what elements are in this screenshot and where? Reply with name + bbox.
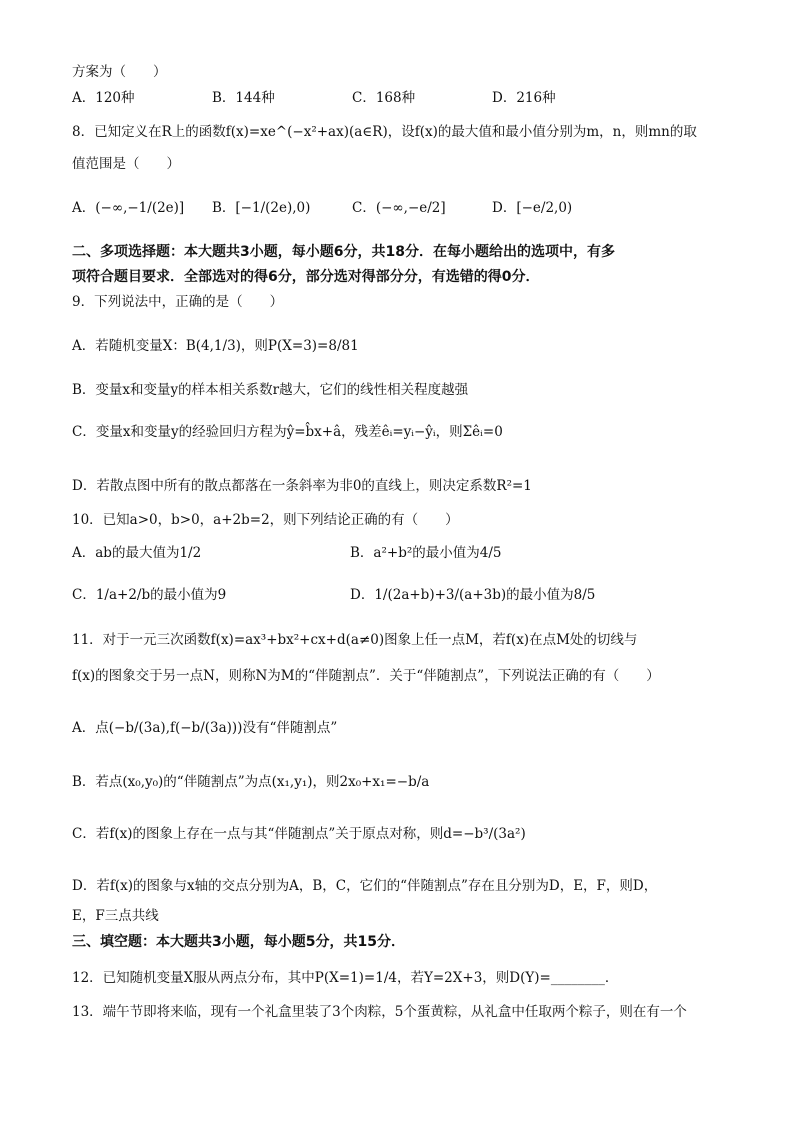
q11-line2: f(x)的图象交于另一点N，则称N为M的“伴随割点”．关于“伴随割点”，下列说法正确的有（ ） [72, 668, 660, 684]
q7-option-b: B．144种 [212, 90, 275, 106]
q9-option-c: C．变量x和变量y的经验回归方程为ŷ=b̂x+â，残差êᵢ=yᵢ−ŷᵢ，则Σêᵢ=0 [72, 424, 503, 440]
q8-option-b: B．[−1/(2e),0) [212, 200, 311, 216]
q9-option-d: D．若散点图中所有的散点都落在一条斜率为非0的直线上，则决定系数R²=1 [72, 478, 532, 494]
q11-option-b: B．若点(x₀,y₀)的“伴随割点”为点(x₁,y₁)，则2x₀+x₁=−b/a [72, 774, 430, 790]
q7-tail: 方案为（ ） [72, 64, 167, 80]
q10-option-d: D．1/(2a+b)+3/(a+3b)的最小值为8/5 [350, 587, 596, 603]
q12-text: 12．已知随机变量X服从两点分布，其中P(X=1)=1/4，若Y=2X+3，则D(Y)=________． [72, 970, 619, 986]
q10-stem: 10．已知a>0，b>0，a+2b=2，则下列结论正确的有（ ） [72, 512, 459, 528]
q7-option-d: D．216种 [492, 90, 556, 106]
q7-option-a: A．120种 [72, 90, 135, 106]
q9-option-a: A．若随机变量X：B(4,1/3)，则P(X=3)=8/81 [72, 338, 359, 354]
q10-option-c: C．1/a+2/b的最小值为9 [72, 587, 227, 603]
q9-option-b: B．变量x和变量y的样本相关系数r越大，它们的线性相关程度越强 [72, 382, 469, 398]
q11-line1: 11．对于一元三次函数f(x)=ax³+bx²+cx+d(a≠0)图象上任一点M，若f(x)在点M处的切线与 [72, 632, 638, 648]
q10-option-b: B．a²+b²的最小值为4/5 [350, 545, 502, 561]
q11-option-a: A．点(−b/(3a),f(−b/(3a)))没有“伴随割点” [72, 720, 338, 736]
q9-stem: 9．下列说法中，正确的是（ ） [72, 294, 284, 310]
q7-option-c: C．168种 [352, 90, 416, 106]
q8-line2: 值范围是（ ） [72, 156, 180, 172]
section3-heading: 三、填空题：本大题共3小题，每小题5分，共15分． [72, 934, 405, 950]
q8-line1: 8．已知定义在R上的函数f(x)=xe^(−x²+ax)(a∈R)，设f(x)的最大值和最小值分别为m，n，则mn的取 [72, 124, 697, 140]
q13-text: 13．端午节即将来临，现有一个礼盒里装了3个肉粽，5个蛋黄粽，从礼盒中任取两个粽子，则在有一个 [72, 1004, 687, 1020]
q11-option-d-tail: E，F三点共线 [72, 908, 159, 924]
q11-option-d: D．若f(x)的图象与x轴的交点分别为A，B，C，它们的“伴随割点”存在且分别为D，E，F，则D， [72, 878, 658, 894]
section2-heading-line2: 项符合题目要求．全部选对的得6分，部分选对得部分分，有选错的得0分． [72, 269, 540, 285]
q8-option-c: C．(−∞,−e/2] [352, 200, 446, 216]
q10-option-a: A．ab的最大值为1/2 [72, 545, 202, 561]
section2-heading-line1: 二、多项选择题：本大题共3小题，每小题6分，共18分．在每小题给出的选项中，有多 [72, 244, 615, 260]
q8-option-d: D．[−e/2,0) [492, 200, 573, 216]
q11-option-c: C．若f(x)的图象上存在一点与其“伴随割点”关于原点对称，则d=−b³/(3a²) [72, 826, 526, 842]
q8-option-a: A．(−∞,−1/(2e)] [72, 200, 185, 216]
